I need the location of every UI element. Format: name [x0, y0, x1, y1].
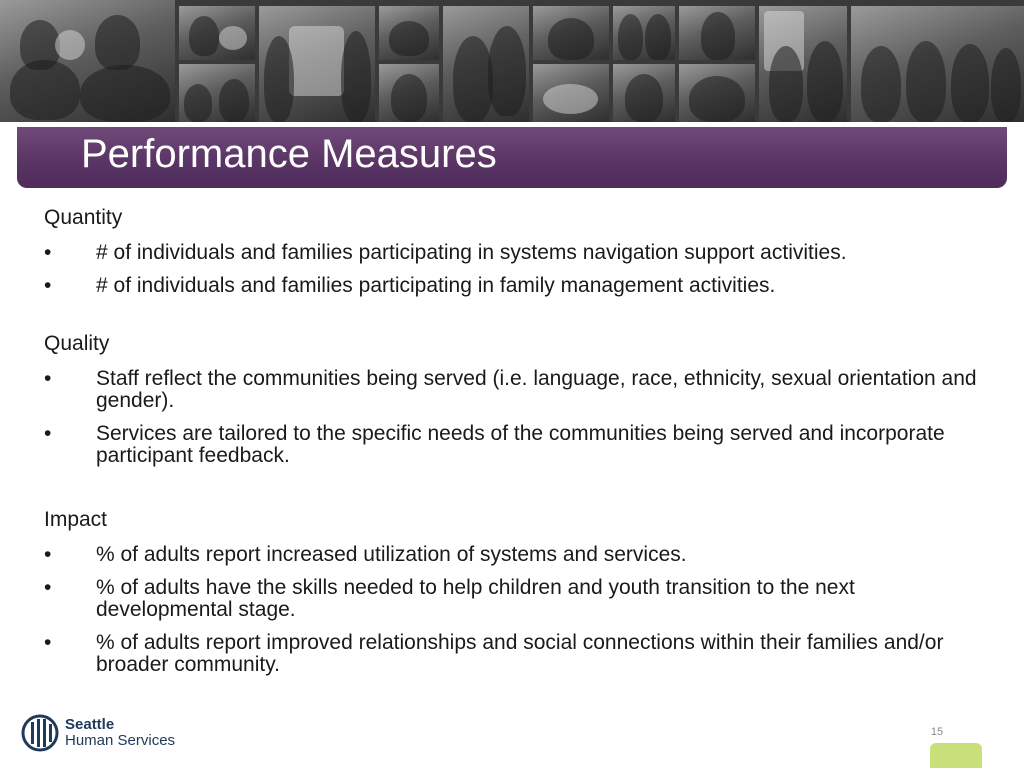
logo-text-seattle: Seattle: [65, 716, 115, 733]
section-heading: Quality: [44, 332, 110, 355]
performance-measures-content: [44, 205, 984, 676]
photo-meeting: [443, 6, 529, 122]
seattle-human-services-logo: [20, 713, 190, 753]
bullet-icon: •: [44, 274, 52, 297]
section-quantity: [44, 205, 984, 297]
list-item-text: % of adults report improved relationships and social connections within their families and/or broader community.: [96, 631, 944, 676]
bullet-icon: •: [44, 631, 52, 654]
bullet-list: [44, 242, 984, 297]
list-item: [44, 275, 984, 297]
list-item: [44, 423, 984, 467]
list-item-text: # of individuals and families participating in family management activities.: [96, 274, 776, 297]
photo-child-portrait: [379, 64, 439, 122]
section-heading: Quantity: [44, 206, 123, 229]
photo-office: [613, 64, 675, 122]
bullet-icon: •: [44, 576, 52, 599]
photo-portrait-woman: [679, 6, 755, 60]
list-item: [44, 544, 984, 566]
photo-community-event: [533, 6, 609, 60]
list-item-text: % of adults have the skills needed to help children and youth transition to the next developmental stage.: [96, 576, 855, 621]
section-heading: Impact: [44, 508, 108, 531]
photo-family: [0, 0, 175, 122]
bullet-icon: •: [44, 367, 52, 390]
photo-food: [533, 64, 609, 122]
list-item-text: Services are tailored to the specific needs of the communities being served and incorporate participant feedback.: [96, 422, 945, 467]
photo-graduation-crowd: [851, 6, 1024, 122]
logo-text-human-services: Human Services: [65, 732, 176, 749]
list-item: [44, 242, 984, 264]
photo-workshop: [679, 64, 755, 122]
list-item-text: # of individuals and families participating in systems navigation support activities.: [96, 241, 847, 264]
list-item: [44, 368, 984, 412]
photo-children-group: [179, 64, 255, 122]
photo-classroom: [379, 6, 439, 60]
page-title: Performance Measures: [81, 132, 497, 176]
bullet-list: [44, 544, 984, 676]
list-item-text: Staff reflect the communities being served (i.e. language, race, ethnicity, sexual orientation and gender).: [96, 367, 977, 412]
list-item-text: % of adults report increased utilization of systems and services.: [96, 543, 687, 566]
list-item: [44, 577, 984, 621]
photo-sign-holders: [259, 6, 375, 122]
page-number: 15: [930, 726, 944, 738]
bullet-list: [44, 368, 984, 467]
list-item: [44, 632, 984, 676]
corner-accent-tab: [930, 743, 982, 768]
bullet-icon: •: [44, 543, 52, 566]
seattle-human-services-logo-icon: [20, 713, 60, 753]
bullet-icon: •: [44, 422, 52, 445]
section-impact: [44, 507, 984, 676]
photo-seniors: [613, 6, 675, 60]
title-banner: [17, 127, 1007, 188]
section-quality: [44, 331, 984, 467]
photo-store-shelves: [759, 6, 847, 122]
photo-collage-header: [0, 0, 1024, 122]
bullet-icon: •: [44, 241, 52, 264]
photo-children-drawing: [179, 6, 255, 60]
